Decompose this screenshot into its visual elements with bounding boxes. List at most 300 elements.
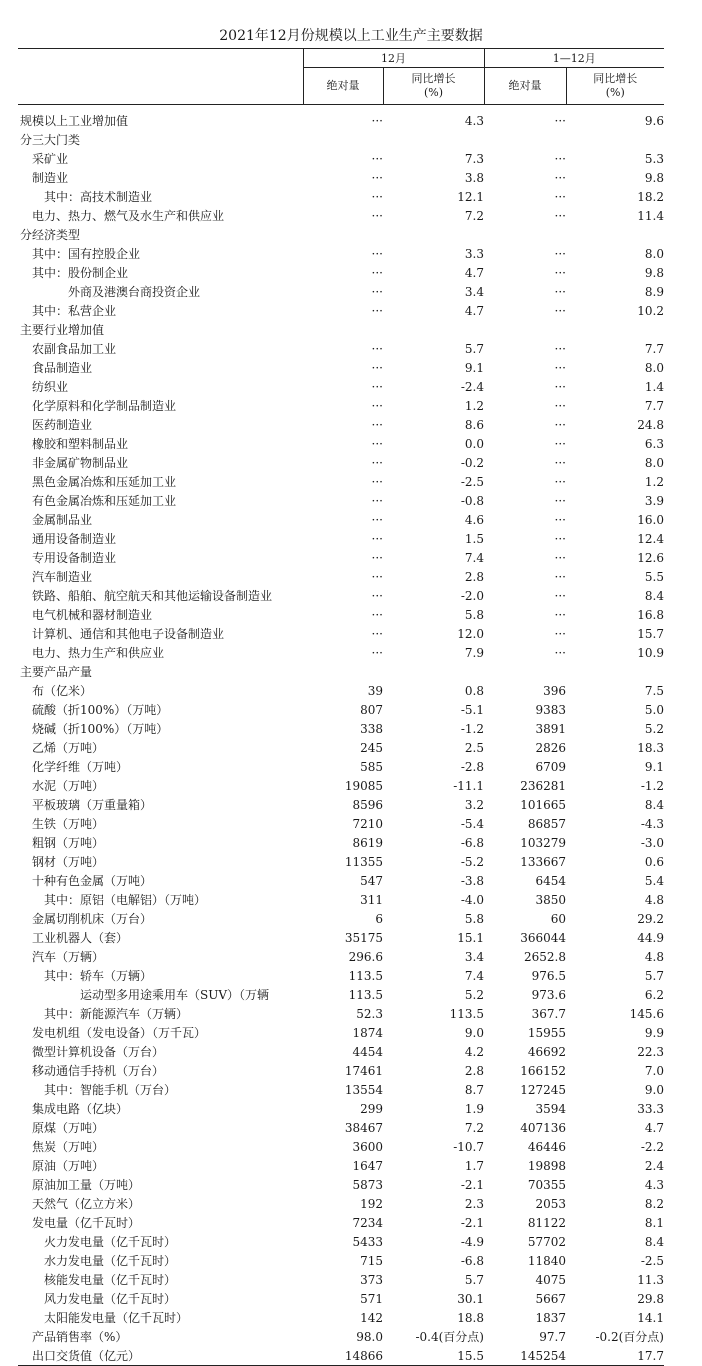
cell-month-abs: ··· <box>371 588 383 603</box>
row-label: 通用设备制造业 <box>32 532 117 546</box>
cell-month-abs: 7234 <box>352 1215 383 1230</box>
cell-ytd-yoy: 5.0 <box>644 702 664 717</box>
row-label: 发电机组（发电设备）（万千瓦） <box>32 1026 207 1040</box>
cell-month-yoy: 1.5 <box>464 531 484 546</box>
cell-month-abs: ··· <box>371 550 383 565</box>
row-label: 产品销售率（%） <box>32 1330 128 1344</box>
cell-month-yoy <box>383 225 484 244</box>
cell-month-yoy: 12.0 <box>457 626 484 641</box>
cell-month-yoy: -3.8 <box>460 873 484 888</box>
row-label: 工业机器人（套） <box>32 931 129 945</box>
cell-ytd-yoy: 6.3 <box>644 436 664 451</box>
table-row <box>18 738 664 757</box>
row-label: 其中：智能手机（万台） <box>44 1083 177 1097</box>
cell-month-yoy: 4.7 <box>464 303 484 318</box>
cell-month-abs: ··· <box>371 151 383 166</box>
cell-month-abs: 11355 <box>344 854 383 869</box>
row-label: 其中：原铝（电解铝）（万吨） <box>44 893 207 907</box>
cell-ytd-abs: 1837 <box>535 1310 566 1325</box>
row-label: 硫酸（折100%）（万吨） <box>32 703 169 717</box>
cell-ytd-abs: 46692 <box>527 1044 566 1059</box>
table-row <box>18 586 664 605</box>
cell-ytd-yoy: 8.1 <box>644 1215 664 1230</box>
table-row <box>18 206 664 225</box>
cell-month-yoy: 3.8 <box>464 170 484 185</box>
cell-ytd-abs: 3594 <box>535 1101 566 1116</box>
row-label: 黑色金属冶炼和压延加工业 <box>32 475 177 489</box>
cell-ytd-yoy: 5.4 <box>644 873 664 888</box>
cell-ytd-abs: ··· <box>554 531 566 546</box>
cell-ytd-yoy: 2.4 <box>644 1158 664 1173</box>
cell-ytd-yoy: -4.3 <box>640 816 664 831</box>
row-label: 外商及港澳台商投资企业 <box>68 285 201 299</box>
cell-month-abs: ··· <box>371 284 383 299</box>
cell-month-abs: 373 <box>360 1272 383 1287</box>
cell-month-yoy: 5.7 <box>464 341 484 356</box>
cell-ytd-yoy: 22.3 <box>637 1044 664 1059</box>
cell-month-yoy: 8.7 <box>464 1082 484 1097</box>
table-row <box>18 377 664 396</box>
table-row <box>18 1251 664 1270</box>
table-row <box>18 168 664 187</box>
cell-ytd-yoy: 7.7 <box>644 341 664 356</box>
cell-ytd-abs <box>484 225 566 244</box>
cell-ytd-abs: 976.5 <box>531 968 566 983</box>
cell-ytd-abs: 366044 <box>520 930 566 945</box>
row-label: 原油加工量（万吨） <box>32 1178 141 1192</box>
cell-month-abs: 3600 <box>352 1139 383 1154</box>
cell-ytd-abs: 15955 <box>527 1025 566 1040</box>
cell-ytd-abs: 127245 <box>520 1082 566 1097</box>
table-row <box>18 1023 664 1042</box>
cell-ytd-yoy: 12.4 <box>637 531 664 546</box>
cell-month-abs: 17461 <box>344 1063 383 1078</box>
cell-month-abs: 113.5 <box>348 987 383 1002</box>
cell-ytd-abs: 2652.8 <box>524 949 566 964</box>
table-row <box>18 776 664 795</box>
row-label: 金属切削机床（万台） <box>32 912 153 926</box>
cell-month-yoy: 4.2 <box>464 1044 484 1059</box>
row-label: 医药制造业 <box>32 418 93 432</box>
table-row <box>18 795 664 814</box>
cell-ytd-yoy: -1.2 <box>640 778 664 793</box>
cell-ytd-yoy: -2.5 <box>640 1253 664 1268</box>
row-label: 平板玻璃（万重量箱） <box>32 798 153 812</box>
header-row-columns <box>18 68 664 105</box>
row-label: 专用设备制造业 <box>32 551 117 565</box>
row-label: 制造业 <box>32 171 69 185</box>
row-label: 烧碱（折100%）（万吨） <box>32 722 169 736</box>
row-label: 化学原料和化学制品制造业 <box>32 399 177 413</box>
table-row <box>18 111 664 130</box>
table-row <box>18 1232 664 1251</box>
cell-month-abs: 5433 <box>352 1234 383 1249</box>
header-month-growth <box>383 68 484 105</box>
cell-month-yoy: -0.8 <box>460 493 484 508</box>
cell-month-abs: ··· <box>371 113 383 128</box>
cell-month-abs: ··· <box>371 189 383 204</box>
cell-month-abs: 338 <box>360 721 383 736</box>
table-body <box>18 49 664 1366</box>
cell-ytd-yoy: 14.1 <box>637 1310 664 1325</box>
growth-unit: (%) <box>605 86 625 99</box>
row-label: 主要产品产量 <box>20 665 93 679</box>
table-row <box>18 643 664 662</box>
table-row <box>18 1118 664 1137</box>
cell-month-abs: 571 <box>360 1291 383 1306</box>
cell-ytd-yoy: 8.2 <box>644 1196 664 1211</box>
cell-ytd-abs: ··· <box>554 170 566 185</box>
cell-ytd-yoy: 1.2 <box>644 474 664 489</box>
table-row <box>18 1346 664 1366</box>
cell-month-abs: 5873 <box>352 1177 383 1192</box>
cell-month-yoy: 7.4 <box>464 968 484 983</box>
cell-month-yoy: -4.0 <box>460 892 484 907</box>
row-label: 集成电路（亿块） <box>32 1102 129 1116</box>
cell-month-abs: 39 <box>367 683 383 698</box>
cell-month-abs <box>303 225 383 244</box>
cell-month-abs: ··· <box>371 645 383 660</box>
cell-ytd-abs: 57702 <box>527 1234 566 1249</box>
cell-ytd-yoy: 9.6 <box>644 113 664 128</box>
cell-month-abs: 192 <box>360 1196 383 1211</box>
row-label: 规模以上工业增加值 <box>20 114 129 128</box>
table-row <box>18 814 664 833</box>
cell-month-abs: ··· <box>371 208 383 223</box>
cell-month-yoy: -5.1 <box>460 702 484 717</box>
table-row <box>18 472 664 491</box>
row-label: 乙烯（万吨） <box>32 741 105 755</box>
table-row <box>18 225 664 244</box>
table-row <box>18 757 664 776</box>
cell-ytd-yoy: 8.0 <box>644 360 664 375</box>
cell-ytd-abs: 4075 <box>535 1272 566 1287</box>
cell-ytd-yoy: 24.8 <box>637 417 664 432</box>
cell-month-yoy: 15.5 <box>457 1348 484 1363</box>
cell-month-yoy: 18.8 <box>457 1310 484 1325</box>
row-label: 其中：高技术制造业 <box>44 190 153 204</box>
table-row <box>18 1308 664 1327</box>
cell-month-abs: 1874 <box>352 1025 383 1040</box>
row-label: 发电量（亿千瓦时） <box>32 1216 141 1230</box>
header-ytd-abs: 绝对量 <box>484 68 566 105</box>
cell-ytd-abs: 9383 <box>535 702 566 717</box>
row-label: 橡胶和塑料制品业 <box>32 437 129 451</box>
statistics-table <box>18 48 664 1366</box>
cell-month-yoy: 1.7 <box>464 1158 484 1173</box>
table-row <box>18 187 664 206</box>
cell-ytd-yoy: 145.6 <box>629 1006 664 1021</box>
table-row <box>18 396 664 415</box>
cell-ytd-yoy: 4.8 <box>644 892 664 907</box>
cell-month-yoy: 4.3 <box>464 113 484 128</box>
cell-ytd-abs: ··· <box>554 246 566 261</box>
row-label: 采矿业 <box>32 152 69 166</box>
cell-month-yoy: 7.9 <box>464 645 484 660</box>
cell-month-abs: 142 <box>360 1310 383 1325</box>
cell-ytd-yoy: 4.8 <box>644 949 664 964</box>
cell-ytd-abs: ··· <box>554 151 566 166</box>
growth-unit: (%) <box>423 86 444 99</box>
cell-ytd-abs: ··· <box>554 455 566 470</box>
cell-ytd-abs: ··· <box>554 113 566 128</box>
cell-month-abs: ··· <box>371 170 383 185</box>
header-blank <box>18 49 303 68</box>
cell-ytd-abs: 19898 <box>527 1158 566 1173</box>
cell-month-abs: 296.6 <box>348 949 383 964</box>
cell-month-abs: 6 <box>375 911 383 926</box>
growth-label: 同比增长 <box>411 72 456 85</box>
header-ytd-growth <box>566 68 664 105</box>
table-row <box>18 719 664 738</box>
cell-ytd-yoy: 8.4 <box>644 1234 664 1249</box>
cell-ytd-yoy: 18.2 <box>637 189 664 204</box>
table-row <box>18 1175 664 1194</box>
row-label: 电力、热力、燃气及水生产和供应业 <box>32 209 225 223</box>
row-label: 核能发电量（亿千瓦时） <box>44 1273 177 1287</box>
cell-month-abs: 311 <box>360 892 383 907</box>
row-label: 生铁（万吨） <box>32 817 105 831</box>
row-label: 食品制造业 <box>32 361 93 375</box>
cell-ytd-abs: ··· <box>554 208 566 223</box>
cell-ytd-yoy: 10.2 <box>637 303 664 318</box>
cell-ytd-yoy <box>566 225 664 244</box>
cell-month-abs <box>303 130 383 149</box>
cell-month-yoy: -10.7 <box>453 1139 484 1154</box>
cell-month-abs: 8596 <box>352 797 383 812</box>
cell-month-yoy: 3.3 <box>464 246 484 261</box>
table-row <box>18 662 664 681</box>
cell-ytd-abs: 407136 <box>520 1120 566 1135</box>
table-row <box>18 947 664 966</box>
row-label: 纺织业 <box>32 380 69 394</box>
row-label: 水力发电量（亿千瓦时） <box>44 1254 177 1268</box>
cell-month-abs: 1647 <box>352 1158 383 1173</box>
cell-ytd-abs: 81122 <box>527 1215 566 1230</box>
cell-month-yoy: 5.7 <box>464 1272 484 1287</box>
cell-ytd-abs: ··· <box>554 436 566 451</box>
cell-ytd-abs: ··· <box>554 512 566 527</box>
table-row <box>18 833 664 852</box>
cell-month-abs: ··· <box>371 379 383 394</box>
table-row <box>18 415 664 434</box>
cell-ytd-yoy: 8.0 <box>644 455 664 470</box>
table-row <box>18 244 664 263</box>
table-row <box>18 434 664 453</box>
cell-month-yoy: 1.2 <box>464 398 484 413</box>
cell-ytd-abs: ··· <box>554 550 566 565</box>
cell-month-yoy: 9.1 <box>464 360 484 375</box>
table-row <box>18 320 664 339</box>
cell-month-yoy: -4.9 <box>460 1234 484 1249</box>
cell-ytd-yoy: -3.0 <box>640 835 664 850</box>
cell-ytd-abs: ··· <box>554 645 566 660</box>
cell-ytd-yoy: 1.4 <box>644 379 664 394</box>
cell-ytd-yoy: 11.4 <box>637 208 664 223</box>
cell-month-yoy: -0.4(百分点) <box>415 1330 484 1344</box>
cell-ytd-yoy: 44.9 <box>637 930 664 945</box>
cell-ytd-abs: ··· <box>554 341 566 356</box>
table-row <box>18 358 664 377</box>
table-row <box>18 453 664 472</box>
cell-month-abs: ··· <box>371 303 383 318</box>
cell-ytd-abs: ··· <box>554 569 566 584</box>
row-label: 农副食品加工业 <box>32 342 117 356</box>
cell-ytd-yoy: 4.7 <box>644 1120 664 1135</box>
cell-ytd-abs: ··· <box>554 284 566 299</box>
cell-month-yoy: -11.1 <box>453 778 484 793</box>
cell-month-abs: 98.0 <box>356 1329 383 1344</box>
cell-month-abs: ··· <box>371 474 383 489</box>
cell-ytd-abs: 103279 <box>520 835 566 850</box>
row-label: 焦炭（万吨） <box>32 1140 105 1154</box>
cell-ytd-abs: 236281 <box>520 778 566 793</box>
table-row <box>18 1270 664 1289</box>
cell-ytd-abs: ··· <box>554 493 566 508</box>
cell-month-abs: ··· <box>371 455 383 470</box>
cell-month-yoy: -2.4 <box>460 379 484 394</box>
cell-month-yoy: 5.8 <box>464 607 484 622</box>
cell-month-yoy: -6.8 <box>460 835 484 850</box>
cell-ytd-yoy: 17.7 <box>637 1348 664 1363</box>
cell-ytd-yoy: -0.2(百分点) <box>595 1330 664 1344</box>
cell-month-abs: 245 <box>360 740 383 755</box>
cell-month-yoy: -2.0 <box>460 588 484 603</box>
row-label: 电力、热力生产和供应业 <box>32 646 165 660</box>
cell-month-yoy: 15.1 <box>457 930 484 945</box>
cell-month-yoy: 4.6 <box>464 512 484 527</box>
cell-month-yoy: 8.6 <box>464 417 484 432</box>
row-label: 汽车（万辆） <box>32 950 105 964</box>
row-label: 水泥（万吨） <box>32 779 105 793</box>
cell-ytd-yoy: 16.8 <box>637 607 664 622</box>
cell-ytd-abs: 5667 <box>535 1291 566 1306</box>
table-row <box>18 871 664 890</box>
table-row <box>18 605 664 624</box>
cell-month-abs: ··· <box>371 265 383 280</box>
row-label: 其中：国有控股企业 <box>32 247 141 261</box>
cell-month-abs: 4454 <box>352 1044 383 1059</box>
cell-month-abs: 547 <box>360 873 383 888</box>
cell-month-yoy: 9.0 <box>464 1025 484 1040</box>
table-row <box>18 1289 664 1308</box>
cell-month-yoy: 113.5 <box>449 1006 484 1021</box>
cell-ytd-abs <box>484 320 566 339</box>
cell-ytd-yoy: 6.2 <box>644 987 664 1002</box>
cell-ytd-yoy: 4.3 <box>644 1177 664 1192</box>
cell-month-yoy: -5.2 <box>460 854 484 869</box>
cell-ytd-abs: 46446 <box>527 1139 566 1154</box>
cell-ytd-abs: 145254 <box>520 1348 566 1363</box>
cell-ytd-abs: 6454 <box>535 873 566 888</box>
header-group-month: 12月 <box>303 49 484 68</box>
table-row <box>18 852 664 871</box>
cell-ytd-abs: 3891 <box>535 721 566 736</box>
growth-label: 同比增长 <box>593 72 638 85</box>
row-label: 出口交货值（亿元） <box>32 1349 141 1363</box>
cell-month-abs: ··· <box>371 512 383 527</box>
cell-ytd-yoy: 9.8 <box>644 265 664 280</box>
cell-month-yoy: 7.3 <box>464 151 484 166</box>
cell-ytd-abs: ··· <box>554 303 566 318</box>
cell-month-yoy: 4.7 <box>464 265 484 280</box>
cell-ytd-yoy: 8.4 <box>644 588 664 603</box>
row-label: 其中：私营企业 <box>32 304 117 318</box>
cell-ytd-yoy: 0.6 <box>644 854 664 869</box>
cell-month-yoy: 5.2 <box>464 987 484 1002</box>
cell-ytd-abs: ··· <box>554 626 566 641</box>
row-label: 其中：新能源汽车（万辆） <box>44 1007 189 1021</box>
table-row <box>18 1080 664 1099</box>
cell-month-abs: 35175 <box>344 930 383 945</box>
table-row <box>18 301 664 320</box>
table-row <box>18 1156 664 1175</box>
cell-month-abs: ··· <box>371 398 383 413</box>
cell-ytd-abs: ··· <box>554 588 566 603</box>
cell-month-yoy: -2.8 <box>460 759 484 774</box>
cell-month-yoy: 3.4 <box>464 284 484 299</box>
table-row <box>18 1137 664 1156</box>
cell-month-abs: 19085 <box>344 778 383 793</box>
header-row-groups <box>18 49 664 68</box>
table-row <box>18 928 664 947</box>
row-label: 计算机、通信和其他电子设备制造业 <box>32 627 225 641</box>
cell-ytd-yoy: 29.2 <box>637 911 664 926</box>
cell-month-yoy: -1.2 <box>460 721 484 736</box>
row-label: 其中：轿车（万辆） <box>44 969 153 983</box>
cell-ytd-yoy: 7.7 <box>644 398 664 413</box>
row-label: 太阳能发电量（亿千瓦时） <box>44 1311 189 1325</box>
cell-ytd-abs: ··· <box>554 607 566 622</box>
cell-ytd-abs: 396 <box>543 683 566 698</box>
cell-ytd-yoy: 33.3 <box>637 1101 664 1116</box>
cell-ytd-yoy <box>566 130 664 149</box>
row-label: 天然气（亿立方米） <box>32 1197 141 1211</box>
table-row <box>18 966 664 985</box>
cell-month-yoy: 7.2 <box>464 1120 484 1135</box>
row-label: 原煤（万吨） <box>32 1121 105 1135</box>
cell-ytd-yoy: 18.3 <box>637 740 664 755</box>
cell-month-abs: ··· <box>371 417 383 432</box>
cell-ytd-yoy: 3.9 <box>644 493 664 508</box>
cell-month-yoy: 0.0 <box>464 436 484 451</box>
row-label: 非金属矿物制品业 <box>32 456 129 470</box>
row-label: 其中：股份制企业 <box>32 266 129 280</box>
table-row <box>18 529 664 548</box>
table-row <box>18 491 664 510</box>
cell-ytd-abs: 133667 <box>520 854 566 869</box>
cell-ytd-yoy: 5.3 <box>644 151 664 166</box>
cell-month-yoy: 2.8 <box>464 569 484 584</box>
cell-ytd-yoy: 8.9 <box>644 284 664 299</box>
cell-month-abs: ··· <box>371 569 383 584</box>
cell-month-yoy <box>383 662 484 681</box>
cell-ytd-yoy: 5.2 <box>644 721 664 736</box>
cell-ytd-yoy: -2.2 <box>640 1139 664 1154</box>
row-label: 电气机械和器材制造业 <box>32 608 153 622</box>
cell-ytd-abs: ··· <box>554 398 566 413</box>
table-row <box>18 909 664 928</box>
row-label: 金属制品业 <box>32 513 93 527</box>
cell-month-yoy: 7.4 <box>464 550 484 565</box>
table-row <box>18 1042 664 1061</box>
table-row <box>18 510 664 529</box>
cell-ytd-abs: ··· <box>554 417 566 432</box>
cell-ytd-abs: 2053 <box>535 1196 566 1211</box>
cell-month-yoy: 5.8 <box>464 911 484 926</box>
cell-ytd-abs: 101665 <box>520 797 566 812</box>
row-label: 布（亿米） <box>32 684 93 698</box>
